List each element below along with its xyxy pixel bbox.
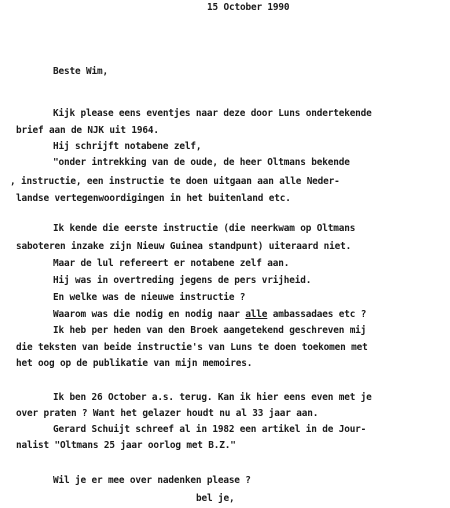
signoff: bel je, (196, 493, 235, 504)
body-line-underlined (53, 309, 366, 320)
body-line: Hij was in overtreding jegens de pers vrijheid. (53, 275, 312, 286)
body-line: die teksten van beide instructie's van Luns te doen toekomen met (16, 342, 368, 353)
body-line: Ik ben 26 October a.s. terug. Kan ik hier eens even met je (53, 392, 372, 403)
body-line: Maar de lul refereert er notabene zelf aan. (53, 258, 290, 269)
body-line: , instructie, een instructie te doen uitgaan aan alle Neder- (10, 176, 340, 187)
letter-date: 15 October 1990 (207, 2, 290, 13)
body-line: het oog op de publikatie van mijn memoires. (16, 358, 253, 369)
body-line: Kijk please eens eventjes naar deze door Luns ondertekende (53, 108, 372, 119)
body-line: Hij schrijft notabene zelf, (53, 141, 202, 152)
body-line: brief aan de NJK uit 1964. (16, 125, 159, 136)
body-line: over praten ? Want het gelazer houdt nu al 33 jaar aan. (16, 408, 319, 419)
body-line: Ik heb per heden van den Broek aangetekend geschreven mij (53, 325, 367, 336)
body-line: saboteren inzake zijn Nieuw Guinea standpunt) uiteraard niet. (16, 241, 352, 252)
text-fragment: ambassadaes etc ? (267, 309, 367, 320)
body-line: Gerard Schuijt schreef al in 1982 een artikel in de Jour- (53, 424, 367, 435)
body-line: "onder intrekking van de oude, de heer Oltmans bekende (53, 157, 350, 168)
salutation: Beste Wim, (53, 66, 108, 77)
text-fragment: Waarom was die nodig en nodig naar (53, 309, 246, 320)
body-line: landse vertegenwoordigingen in het buitenland etc. (16, 193, 291, 204)
body-line: Ik kende die eerste instructie (die neerkwam op Oltmans (53, 223, 356, 234)
underlined-word: alle (245, 309, 268, 320)
body-line: En welke was de nieuwe instructie ? (53, 292, 246, 303)
body-line: nalist "Oltmans 25 jaar oorlog met B.Z." (16, 440, 236, 451)
closing-question: Wil je er mee over nadenken please ? (53, 475, 251, 486)
